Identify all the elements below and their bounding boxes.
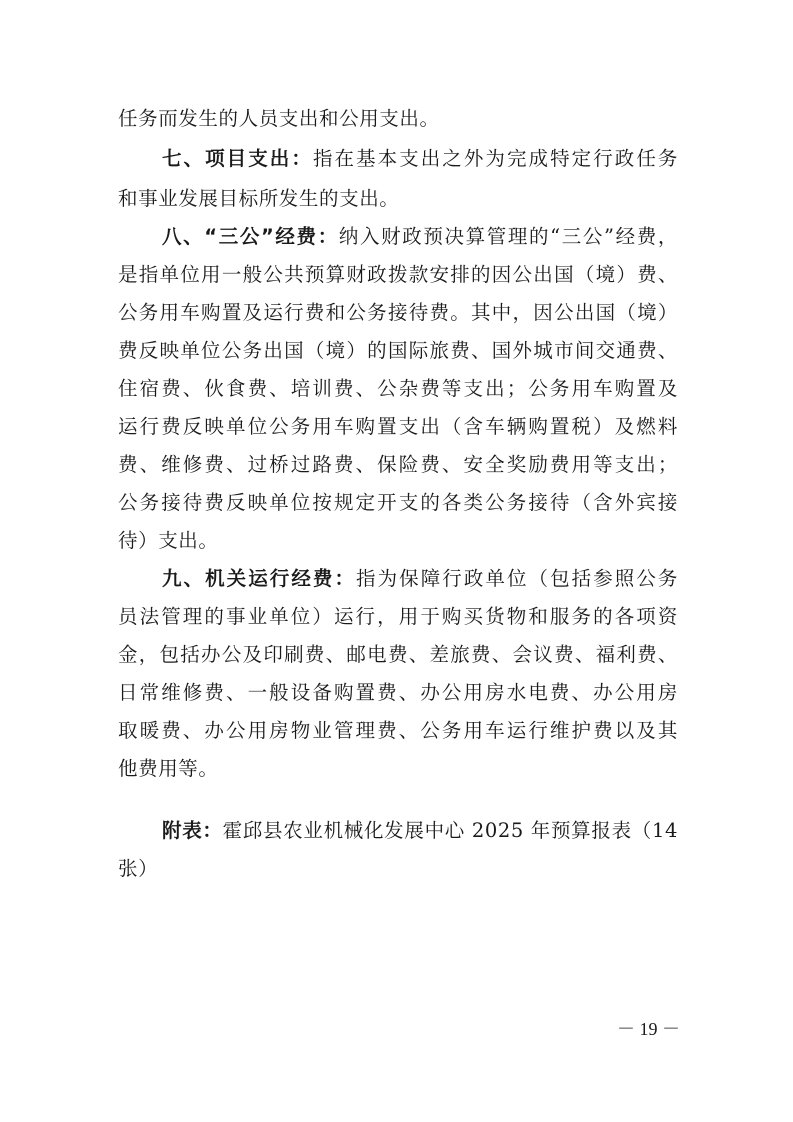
page-number: － 19 － [617, 1019, 680, 1039]
appendix-label: 附表： [162, 819, 223, 842]
text-line: 金，包括办公及印刷费、邮电费、差旅费、会议费、福利费、 [118, 643, 678, 666]
text-line: 他费用等。 [118, 757, 219, 780]
text-line: 费反映单位公务出国（境）的国际旅费、国外城市间交通费、 [118, 339, 678, 362]
text-span: 指为保障行政单位（包括参照公务 [356, 567, 678, 590]
text-line: 和事业发展目标所发生的支出。 [118, 187, 400, 210]
text-line: 公务用车购置及运行费和公务接待费。其中，因公出国（境） [118, 301, 678, 324]
text-line: 公务接待费反映单位按规定开支的各类公务接待（含外宾接 [118, 491, 678, 514]
text-span: 纳入财政预决算管理的“三公”经费， [338, 225, 678, 248]
section-heading-nine: 九、机关运行经费： [162, 567, 357, 590]
text-line: 是指单位用一般公共预算财政拨款安排的因公出国（境）费、 [118, 263, 678, 286]
text-line: 运行费反映单位公务用车购置支出（含车辆购置税）及燃料 [118, 415, 678, 438]
heading-line [162, 146, 678, 172]
text-line: 待）支出。 [118, 529, 219, 552]
heading-line [162, 224, 678, 250]
heading-line [162, 566, 678, 592]
heading-line [162, 818, 678, 844]
text-span: 指在基本支出之外为完成特定行政任务 [312, 147, 679, 170]
text-line: 张） [118, 857, 159, 880]
text-line: 住宿费、伙食费、培训费、公杂费等支出；公务用车购置及 [118, 377, 678, 400]
text-line: 费、维修费、过桥过路费、保险费、安全奖励费用等支出； [118, 453, 678, 476]
text-line: 员法管理的事业单位）运行，用于购买货物和服务的各项资 [118, 605, 678, 628]
text-line: 日常维修费、一般设备购置费、办公用房水电费、办公用房 [118, 681, 678, 704]
text-line: 取暖费、办公用房物业管理费、公务用车运行维护费以及其 [118, 719, 678, 742]
text-span: 霍邱县农业机械化发展中心 2025 年预算报表（14 [222, 819, 678, 842]
section-heading-eight: 八、“三公”经费： [162, 225, 339, 248]
section-heading-seven: 七、项目支出： [162, 147, 313, 170]
text-line: 任务而发生的人员支出和公用支出。 [118, 107, 440, 130]
